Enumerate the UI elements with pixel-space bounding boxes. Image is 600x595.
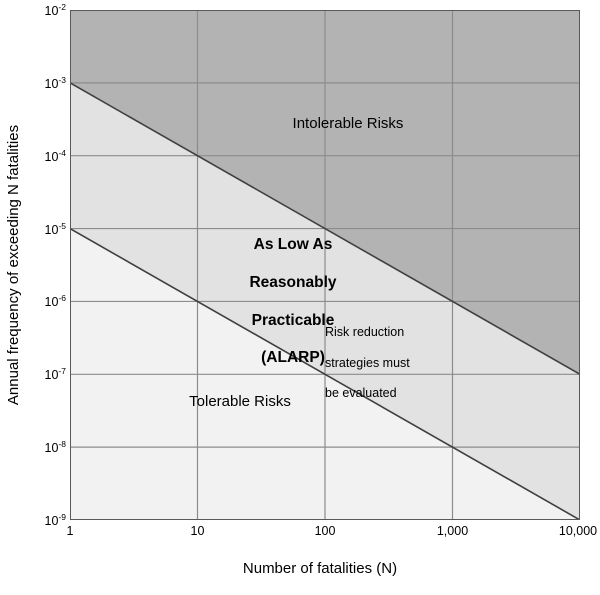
plot-area	[70, 10, 580, 520]
y-tick-1e-8: $10^{-8}$	[44, 439, 66, 456]
y-tick-1e-5: $10^{-5}$	[44, 220, 66, 237]
x-tick-10: 10	[190, 524, 205, 538]
label-alarp-line3: Practicable	[251, 311, 335, 329]
annotation-risk-reduction	[325, 310, 485, 417]
y-tick-1e-2: $10^{-2}$	[44, 1, 66, 19]
y-tick-1e-9: $10^{-9}$	[44, 511, 66, 529]
label-tolerable-risks: Tolerable Risks	[189, 393, 291, 410]
x-tick-100: 100	[314, 524, 336, 538]
annotation-risk-reduction-line3: be evaluated	[325, 386, 397, 401]
x-tick-1: 1	[66, 524, 74, 538]
label-alarp-line1: As Low As	[253, 235, 333, 253]
x-tick-1000: 1,000	[436, 524, 469, 538]
y-tick-1e-6: $10^{-6}$	[44, 293, 66, 310]
y-tick-1e-4: $10^{-4}$	[44, 147, 66, 164]
y-axis-title: Annual frequency of exceeding N fatalities	[5, 124, 22, 406]
label-alarp-line4: (ALARP)	[261, 349, 325, 367]
y-tick-1e-3: $10^{-3}$	[44, 74, 66, 91]
y-axis-tick-labels	[20, 0, 66, 595]
annotation-risk-reduction-line2: strategies must	[325, 355, 410, 370]
x-tick-10000: 10,000	[558, 524, 598, 538]
label-alarp-line2: Reasonably	[249, 273, 337, 291]
y-tick-1e-7: $10^{-7}$	[44, 366, 66, 383]
annotation-risk-reduction-line1: Risk reduction	[325, 325, 405, 340]
label-intolerable-risks: Intolerable Risks	[292, 115, 404, 132]
x-axis-title: Number of fatalities (N)	[242, 560, 398, 577]
